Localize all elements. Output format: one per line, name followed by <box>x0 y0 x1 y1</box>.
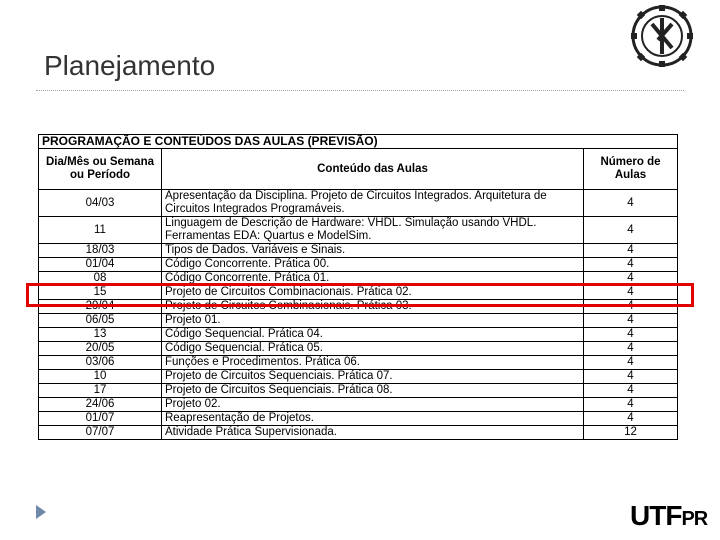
cell-content: Código Sequencial. Prática 05. <box>162 342 584 356</box>
cell-content: Reapresentação de Projetos. <box>162 412 584 426</box>
table-row <box>39 342 678 356</box>
cell-date: 08 <box>39 272 162 286</box>
table-row <box>39 412 678 426</box>
cell-date: 10 <box>39 370 162 384</box>
table-row <box>39 384 678 398</box>
cell-date: 06/05 <box>39 314 162 328</box>
cell-date: 04/03 <box>39 190 162 217</box>
table-row <box>39 190 678 217</box>
table-row <box>39 244 678 258</box>
cell-date: 13 <box>39 328 162 342</box>
cell-content: Projeto 02. <box>162 398 584 412</box>
cell-content: Projeto de Circuitos Combinacionais. Prática 02. <box>162 286 584 300</box>
table-row <box>39 217 678 244</box>
cell-count: 4 <box>584 217 678 244</box>
cell-count: 4 <box>584 244 678 258</box>
cell-content: Código Concorrente. Prática 00. <box>162 258 584 272</box>
cell-date: 20/05 <box>39 342 162 356</box>
cell-content: Linguagem de Descrição de Hardware: VHDL. Simulação usando VHDL. Ferramentas EDA: Quartus e ModelSim. <box>162 217 584 244</box>
cell-count: 4 <box>584 412 678 426</box>
cell-count: 4 <box>584 300 678 314</box>
cell-count: 4 <box>584 258 678 272</box>
bullet-arrow-icon <box>36 505 46 519</box>
cell-date: 01/07 <box>39 412 162 426</box>
cell-date: 01/04 <box>39 258 162 272</box>
cell-count: 4 <box>584 190 678 217</box>
cell-content: Atividade Prática Supervisionada. <box>162 426 584 440</box>
table-row <box>39 426 678 440</box>
cell-content: Projeto 01. <box>162 314 584 328</box>
cell-date: 18/03 <box>39 244 162 258</box>
table-row <box>39 398 678 412</box>
institution-seal-icon <box>628 4 696 68</box>
cell-date: 07/07 <box>39 426 162 440</box>
column-header-count: Número de Aulas <box>584 149 678 190</box>
cell-count: 4 <box>584 370 678 384</box>
column-header-date: Dia/Mês ou Semana ou Período <box>39 149 162 190</box>
cell-count: 4 <box>584 384 678 398</box>
cell-content: Projeto de Circuitos Sequenciais. Prática 07. <box>162 370 584 384</box>
cell-count: 4 <box>584 286 678 300</box>
logo-main: UTF <box>630 500 682 531</box>
cell-content: Projeto de Circuitos Sequenciais. Prática 08. <box>162 384 584 398</box>
cell-date: 17 <box>39 384 162 398</box>
cell-count: 4 <box>584 314 678 328</box>
cell-count: 4 <box>584 398 678 412</box>
table-row <box>39 328 678 342</box>
cell-count: 4 <box>584 328 678 342</box>
logo-suffix: PR <box>681 508 708 530</box>
highlight-box <box>26 283 694 307</box>
cell-content: Funções e Procedimentos. Prática 06. <box>162 356 584 370</box>
title-divider <box>36 90 684 91</box>
cell-content: Código Sequencial. Prática 04. <box>162 328 584 342</box>
slide-title: Planejamento <box>44 50 216 81</box>
cell-date: 29/04 <box>39 300 162 314</box>
utfpr-logo <box>630 500 720 540</box>
logo-wordmark <box>630 500 707 532</box>
cell-content: Tipos de Dados. Variáveis e Sinais. <box>162 244 584 258</box>
cell-count: 12 <box>584 426 678 440</box>
column-header-content: Conteúdo das Aulas <box>162 149 584 190</box>
cell-date: 24/06 <box>39 398 162 412</box>
cell-date: 11 <box>39 217 162 244</box>
cell-content: Código Concorrente. Prática 01. <box>162 272 584 286</box>
cell-date: 15 <box>39 286 162 300</box>
cell-content: Projeto de Circuitos Combinacionais. Prática 03. <box>162 300 584 314</box>
table-row <box>39 314 678 328</box>
table-heading-row <box>39 135 678 149</box>
table-heading: PROGRAMAÇÃO E CONTEÚDOS DAS AULAS (PREVISÃO) <box>39 135 678 149</box>
column-header-row <box>39 149 678 190</box>
table-row <box>39 370 678 384</box>
cell-count: 4 <box>584 356 678 370</box>
table-row <box>39 356 678 370</box>
cell-count: 4 <box>584 272 678 286</box>
cell-date: 03/06 <box>39 356 162 370</box>
table-row <box>39 258 678 272</box>
cell-content: Apresentação da Disciplina. Projeto de Circuitos Integrados. Arquitetura de Circuitos Integrados Programáveis. <box>162 190 584 217</box>
cell-count: 4 <box>584 342 678 356</box>
